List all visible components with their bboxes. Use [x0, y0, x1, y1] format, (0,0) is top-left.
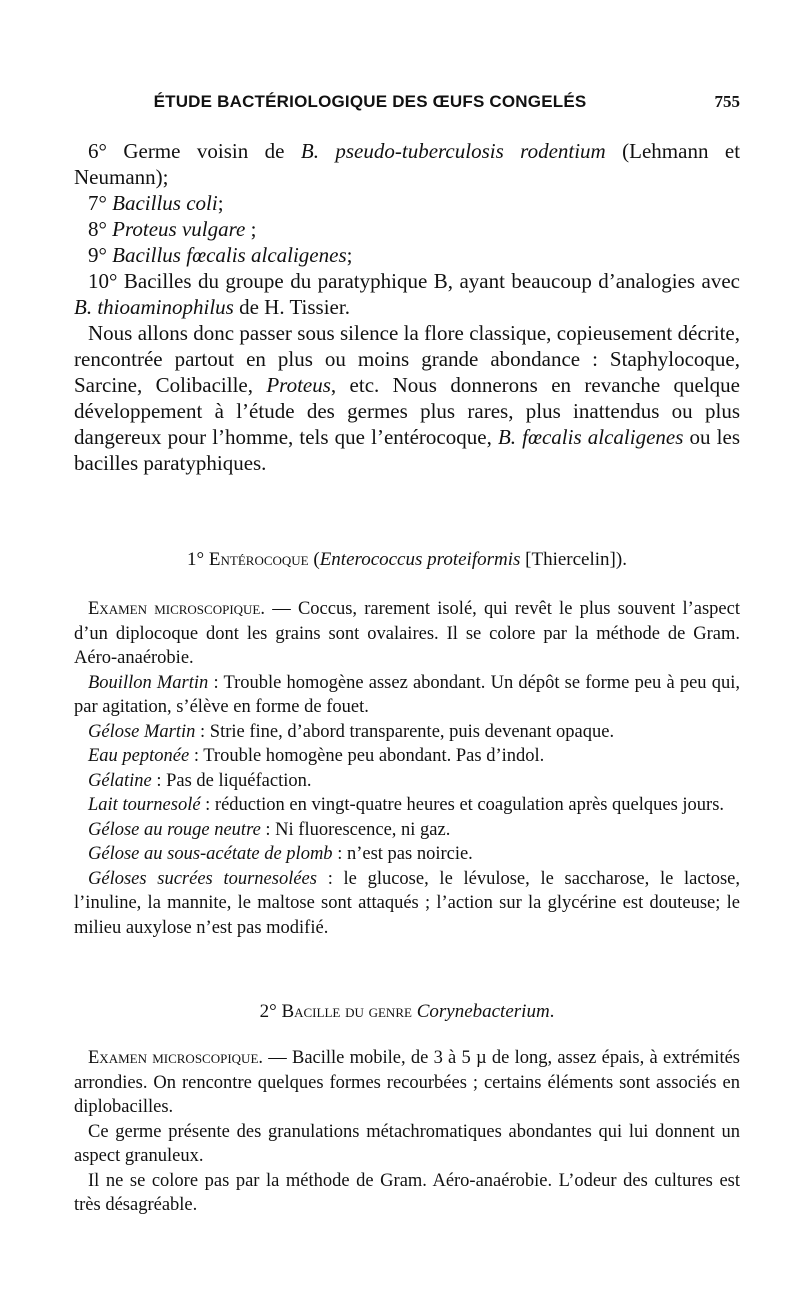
section1-body: [74, 597, 740, 940]
intro-paragraph: Nous allons donc passer sous silence la flore classique, copieusement décrite, rencontrée partout en plus ou moins grande abondance : Staphylocoque, Sarcine, Colibacille, Proteus, etc. Nous donnerons en revanche quelque développement à l’étude des germes plus rares, plus inattendus ou plus dangereux pour l’homme, tels que l’entérocoque, B. fœcalis alcaligenes ou les bacilles paratyphiques.: [74, 321, 740, 475]
running-header: [110, 88, 740, 118]
body-paragraph: Ce germe présente des granulations métachromatiques abondantes qui lui donnent un aspect granuleux.: [74, 1121, 740, 1166]
list-item: 9° Bacillus fœcalis alcaligenes;: [88, 243, 353, 267]
page-number: 755: [714, 92, 740, 111]
medium-paragraph: Géloses sucrées tournesolées : le glucose, le lévulose, le saccharose, le lactose, l’inuline, la mannite, le maltose sont attaqués ; l’action sur la glycérine est douteuse; le milieu auxylose n’est pas modifié.: [74, 868, 740, 938]
medium-paragraph: Bouillon Martin : Trouble homogène assez abondant. Un dépôt se forme peu à peu qui, par agitation, s’élève en forme de fouet.: [74, 672, 740, 717]
medium-paragraph: Eau peptonée : Trouble homogène peu abondant. Pas d’indol.: [88, 746, 545, 766]
section-heading-corynebacterium: 2° Bacille du genre Corynebacterium.: [259, 1001, 555, 1022]
body-paragraph: Il ne se colore pas par la méthode de Gram. Aéro-anaérobie. L’odeur des cultures est très désagréable.: [74, 1170, 740, 1215]
list-item: 7° Bacillus coli;: [88, 191, 224, 215]
medium-paragraph: Gélose Martin : Strie fine, d’abord transparente, puis devenant opaque.: [88, 721, 615, 742]
germ-list: [74, 138, 740, 476]
medium-paragraph: Lait tournesolé : réduction en vingt-quatre heures et coagulation après quelques jours.: [88, 795, 725, 815]
list-item: 10° Bacilles du groupe du paratyphique B, ayant beaucoup d’analogies avec B. thioaminophilus de H. Tissier.: [74, 269, 741, 319]
list-item: 8° Proteus vulgare ;: [88, 217, 257, 241]
section2-body: [74, 1046, 740, 1218]
list-item: 6° Germe voisin de B. pseudo-tuberculosis rodentium (Lehmann et Neumann);: [74, 139, 741, 189]
medium-paragraph: Gélatine : Pas de liquéfaction.: [88, 770, 312, 791]
medium-paragraph: Gélose au rouge neutre : Ni fluorescence, ni gaz.: [88, 819, 451, 840]
running-title: ÉTUDE BACTÉRIOLOGIQUE DES ŒUFS CONGELÉS: [153, 92, 587, 111]
section-heading-enterocoque: 1° Entérocoque (Enterococcus proteiformis [Thiercelin]).: [187, 549, 627, 570]
medium-paragraph: Gélose au sous-acétate de plomb : n’est pas noircie.: [88, 844, 473, 864]
exam-paragraph: Examen microscopique. — Bacille mobile, de 3 à 5 µ de long, assez épais, à extrémités arrondies. On rencontre quelques formes recourbées ; certains éléments sont associés en diplobacilles.: [74, 1048, 740, 1117]
exam-paragraph: Examen microscopique. — Coccus, rarement isolé, qui revêt le plus souvent l’aspect d’un diplocoque dont les grains sont ovalaires. Il se colore par la méthode de Gram. Aéro-anaérobie.: [74, 599, 740, 668]
